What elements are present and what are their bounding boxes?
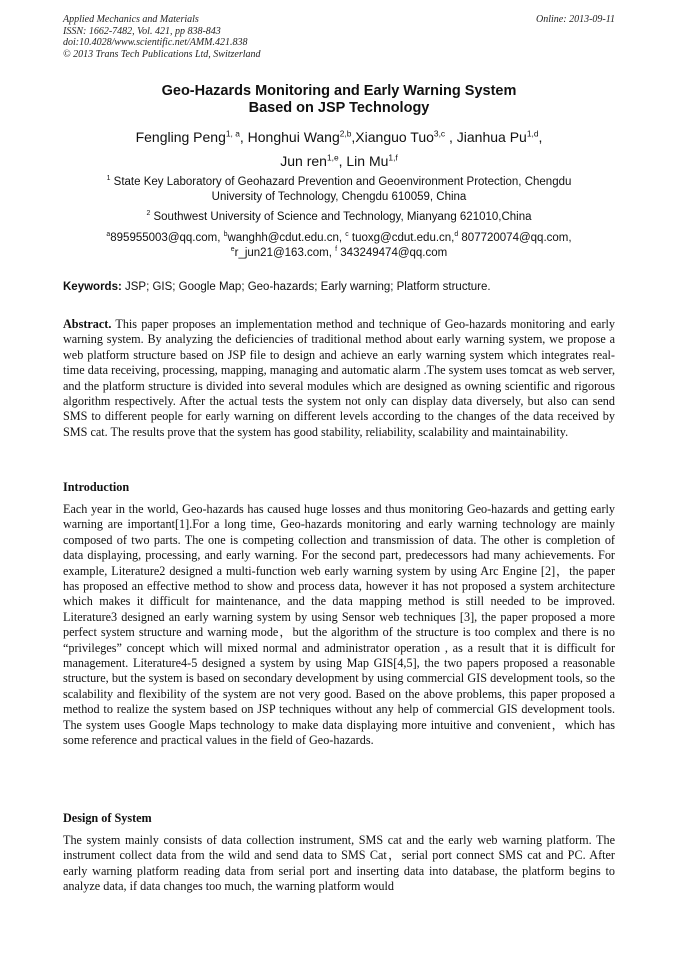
author-separator: , — [538, 129, 543, 145]
email-a: 895955003@qq.com, — [110, 232, 224, 244]
author-name: , Jianhua Pu — [445, 129, 527, 145]
email-mark: f — [335, 246, 338, 254]
author-affil-mark: 1, a — [225, 128, 240, 139]
keywords — [63, 280, 615, 295]
doi-line: doi:10.4028/www.scientific.net/AMM.421.838 — [63, 37, 248, 48]
email-c: tuoxg@cdut.edu.cn, — [348, 232, 455, 244]
author-affil-mark: 1,e — [326, 152, 339, 163]
journal-name: Applied Mechanics and Materials — [63, 14, 199, 25]
section-heading-introduction: Introduction — [63, 480, 130, 494]
section-heading-design: Design of System — [63, 811, 152, 825]
author-affil-mark: 3,c — [433, 128, 446, 139]
abstract-text: This paper proposes an implementation method and technique of Geo-hazards monitoring and early warning system. By analyzing the deficiencies of traditional method about early warning system, we propose a web platform structure based on JSP file to design and achieve an early warning system which integrates real-time data receiving, processing, mapping, managing and automatic alarm .The system uses tomcat as web server, and the platform structure is divided into several modules which are designed as owning scientific and rigorous algorithm respectively. After the actual tests the system not only can display data diversely, but also can send SMS to different people for early warning on different levels according to the changes of the data received by SMS cat. The results prove that the system has good stability, reliability, scalability and maintainability. — [63, 317, 615, 439]
author-affil-mark: 2,b — [339, 128, 352, 139]
copyright-line: © 2013 Trans Tech Publications Ltd, Switzerland — [63, 48, 261, 60]
author-list — [63, 125, 615, 173]
affil-mark: 1 — [106, 175, 111, 183]
abstract-label: Abstract. — [63, 317, 112, 331]
online-date: Online: 2013-09-11 — [536, 14, 615, 25]
email-b: wanghh@cdut.edu.cn, — [227, 232, 346, 244]
author-line-2 — [63, 149, 615, 173]
author-name: , Lin Mu — [338, 153, 389, 169]
email-mark: b — [223, 231, 228, 239]
email-d: 807720074@qq.com, — [458, 232, 572, 244]
author-line-1 — [63, 125, 615, 149]
title-line-2: Based on JSP Technology — [248, 100, 430, 116]
keywords-label: Keywords: — [63, 281, 122, 293]
issn-line: ISSN: 1662-7482, Vol. 421, pp 838-843 — [63, 25, 221, 37]
affiliation-2-text: Southwest University of Science and Technology, Mianyang 621010,China — [150, 211, 532, 223]
author-emails — [63, 231, 615, 261]
email-f: 343249474@qq.com — [337, 247, 448, 259]
email-mark: a — [106, 231, 111, 239]
introduction-paragraph: Each year in the world, Geo-hazards has caused huge losses and thus monitoring Geo-hazards and getting early warning are important[1].For a long time, Geo-hazards monitoring and early warning technology are mainly composed of two parts. The one is competing collection and transmission of data. The other is completion of data displaying, processing, and early warning. For the second part, predecessors had many achievements. For example, Literature2 designed a multi-function web early warning system by using Arc Engine [2]，the paper has proposed an effective method to show and process data, however it has not proposed a system architecture which makes it difficult for maintenance, and the data mapping method is still needed to be improved. Literature3 designed an early warning system by using Sensor web techniques [3], the paper proposed a more perfect system structure and warning mode，but the algorithm of the structure is too complex and there is no “privileges” concept which will mixed normal and administrator operation , as a result that it is difficult for management. Literature4-5 designed a system by using Map GIS[4,5], the two papers proposed a reasonable structure, but the system is based on secondary development by using commercial GIS development tools, so the scalability and flexibility of the system are not very good. Based on the above problems, this paper proposed a method to realize the system based on JSP techniques without any help of commercial GIS development tools. The system uses Google Maps technology to make data displaying more intuitive and convenient，which has some reference and practical values in the field of Geo-hazards. — [63, 502, 615, 748]
affil-mark: 2 — [146, 210, 151, 218]
journal-header — [63, 14, 615, 60]
title-line-1: Geo-Hazards Monitoring and Early Warning System — [161, 83, 517, 99]
email-mark: e — [230, 246, 235, 254]
keywords-text: JSP; GIS; Google Map; Geo-hazards; Early warning; Platform structure. — [121, 281, 491, 293]
paper-title — [63, 83, 615, 117]
affiliation-1-line-2: University of Technology, Chengdu 610059, China — [211, 191, 467, 203]
author-name: ,Xianguo Tuo — [351, 129, 434, 145]
email-mark: d — [454, 231, 459, 239]
author-name: Fengling Peng — [135, 129, 226, 145]
design-paragraph: The system mainly consists of data collection instrument, SMS cat and the early web warning platform. The instrument collect data from the wild and send data to SMS Cat，serial port connect SMS cat and PC. After early warning platform reading data from serial port and inserting data into database, the platform begins to analyze data, if data changes too much, the warning platform would — [63, 833, 615, 894]
author-affil-mark: 1,d — [526, 128, 539, 139]
author-name: , Honghui Wang — [239, 129, 340, 145]
author-name: Jun ren — [280, 153, 327, 169]
author-affil-mark: 1,f — [388, 152, 398, 163]
email-e: r_jun21@163.com, — [234, 247, 336, 259]
affiliation-1-line-1: State Key Laboratory of Geohazard Prevention and Geoenvironment Protection, Chengdu — [110, 176, 572, 188]
affiliation-1 — [63, 175, 615, 205]
affiliation-2 — [63, 210, 615, 225]
abstract — [63, 317, 615, 440]
email-mark: c — [345, 231, 349, 239]
